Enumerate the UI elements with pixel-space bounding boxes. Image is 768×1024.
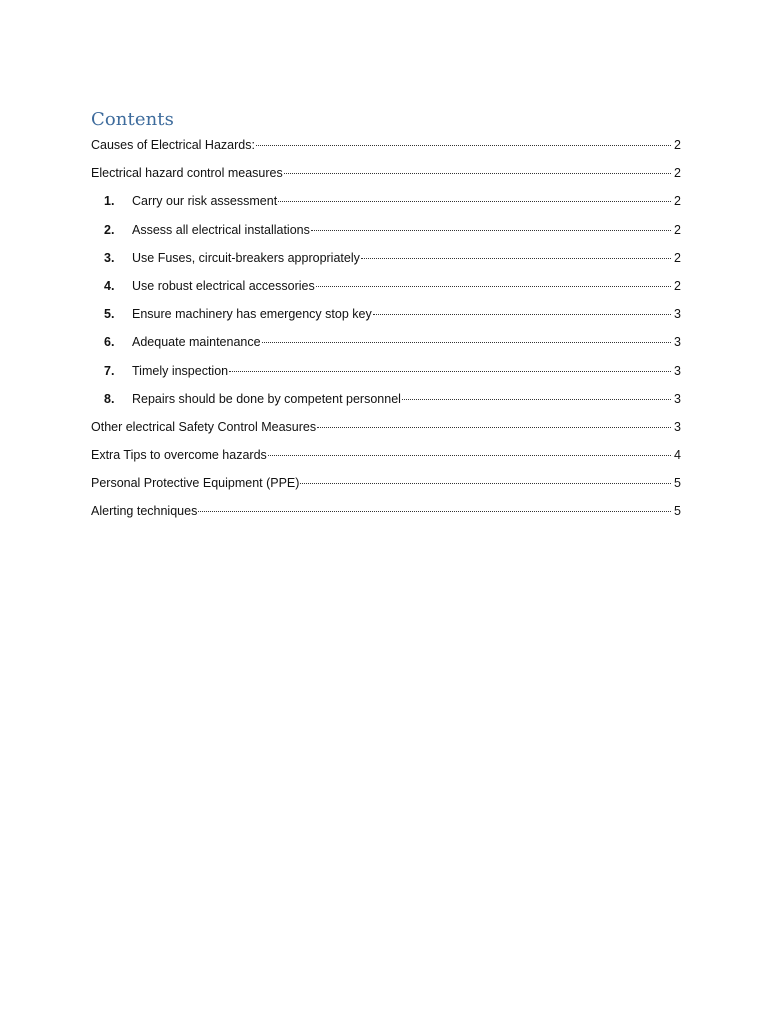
toc-dot-leader [311,229,671,231]
toc-entry-label: Timely inspection [132,363,229,378]
toc-page-number: 5 [674,504,681,519]
toc-dot-leader [198,510,671,512]
toc-entry-label: Electrical hazard control measures [91,166,283,181]
toc-entry-control-measures[interactable] [91,164,681,192]
toc-entry-number: 3. [104,250,115,265]
toc-page-number: 2 [674,222,681,237]
toc-entry-inspection[interactable] [91,362,681,390]
toc-dot-leader [256,144,671,146]
toc-entry-robust-accessories[interactable] [91,277,681,305]
toc-entry-emergency-stop[interactable] [91,305,681,333]
toc-list [91,136,681,531]
toc-entry-label: Adequate maintenance [132,335,261,350]
toc-page-number: 3 [674,391,681,406]
toc-dot-leader [284,172,671,174]
toc-page-number: 5 [674,476,681,491]
toc-entry-other-measures[interactable] [91,418,681,446]
toc-entry-label: Use robust electrical accessories [132,278,315,293]
toc-entry-label: Other electrical Safety Control Measures [91,419,317,434]
toc-dot-leader [300,482,671,484]
toc-entry-maintenance[interactable] [91,333,681,361]
toc-dot-leader [278,200,671,202]
toc-page-number: 4 [674,448,681,463]
toc-heading: Contents [91,109,174,130]
toc-entry-label: Ensure machinery has emergency stop key [132,307,372,322]
toc-entry-label: Extra Tips to overcome hazards [91,448,267,463]
toc-entry-risk-assessment[interactable] [91,192,681,220]
toc-entry-label: Alerting techniques [91,504,198,519]
toc-dot-leader [361,257,671,259]
toc-entry-number: 1. [104,194,115,209]
toc-page-number: 3 [674,307,681,322]
toc-page-number: 3 [674,363,681,378]
toc-entry-label: Causes of Electrical Hazards: [91,138,255,152]
toc-entry-label: Personal Protective Equipment (PPE) [91,476,300,491]
toc-page-number: 2 [674,166,681,181]
toc-entry-label: Assess all electrical installations [132,222,310,237]
toc-entry-label: Use Fuses, circuit-breakers appropriately [132,250,360,265]
toc-dot-leader [262,341,671,343]
toc-entry-number: 8. [104,391,115,406]
toc-entry-label: Repairs should be done by competent personnel [132,391,401,406]
toc-entry-label: Carry our risk assessment [132,194,278,209]
toc-entry-number: 5. [104,307,115,322]
toc-dot-leader [268,454,671,456]
toc-entry-number: 7. [104,363,115,378]
toc-entry-fuses[interactable] [91,249,681,277]
toc-page-number: 2 [674,250,681,265]
toc-dot-leader [316,285,671,287]
toc-dot-leader [402,398,671,400]
toc-dot-leader [373,313,671,315]
toc-entry-number: 4. [104,278,115,293]
toc-page-number: 2 [674,138,681,152]
toc-entry-repairs[interactable] [91,390,681,418]
toc-page-number: 2 [674,278,681,293]
toc-entry-causes[interactable] [91,136,681,164]
toc-entry-alerting[interactable] [91,502,681,530]
toc-dot-leader [229,370,671,372]
toc-page-number: 2 [674,194,681,209]
toc-dot-leader [317,426,671,428]
toc-page-number: 3 [674,419,681,434]
toc-entry-assess-installations[interactable] [91,221,681,249]
toc-entry-number: 2. [104,222,115,237]
toc-entry-extra-tips[interactable] [91,446,681,474]
toc-entry-number: 6. [104,335,115,350]
toc-page-number: 3 [674,335,681,350]
toc-entry-ppe[interactable] [91,474,681,502]
